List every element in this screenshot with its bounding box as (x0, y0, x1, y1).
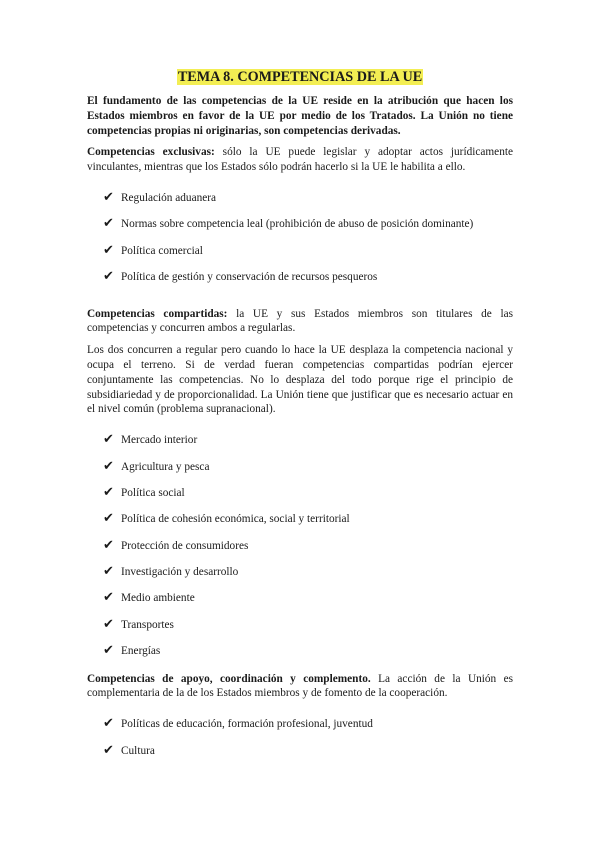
compartidas-explanation: Los dos concurren a regular pero cuando lo hace la UE desplaza la competencia nacional y ocupa el terreno. Si de verdad fueran competencias compartidas podrían ejercer conjuntamente las competencias. No lo desplaza del todo porque rige el principio de subsidiariedad y de proporcionalidad. La Unión tiene que justificar que es necesario actuar en el nivel común (problema supranacional). (87, 344, 513, 416)
list-item-text: Energías (121, 645, 161, 658)
exclusivas-paragraph (87, 145, 513, 175)
list-item-text: Regulación aduanera (121, 191, 217, 204)
intro-paragraph: El fundamento de las competencias de la UE reside en la atribución que hacen los Estados miembros en favor de la UE por medio de los Tratados. La Unión no tiene competencias propias ni originarias, son competencias derivadas. (87, 95, 513, 137)
check-icon: ✔ (103, 643, 114, 659)
list-item (103, 486, 513, 512)
list-item (103, 217, 513, 243)
list-item (103, 512, 513, 538)
list-item (103, 565, 513, 591)
apoyo-paragraph (87, 672, 513, 702)
list-item (103, 191, 513, 217)
list-item (103, 433, 513, 459)
list-item-text: Mercado interior (121, 434, 198, 447)
list-item-text: Política de cohesión económica, social y territorial (121, 513, 350, 526)
list-item (103, 591, 513, 617)
list-item-text: Política de gestión y conservación de recursos pesqueros (121, 271, 378, 284)
compartidas-label: Competencias compartidas: (87, 307, 228, 320)
list-item-text: Normas sobre competencia leal (prohibición de abuso de posición dominante) (121, 218, 474, 231)
check-icon: ✔ (103, 484, 114, 500)
exclusivas-text: sólo la UE puede legislar y adoptar actos jurídicamente vinculantes, mientras que los Estados sólo podrán hacerlo si la UE le habilita a ello. (87, 146, 513, 174)
page-title (87, 68, 513, 86)
check-icon: ✔ (103, 216, 114, 232)
check-icon: ✔ (103, 716, 114, 732)
list-item (103, 539, 513, 565)
compartidas-text: la UE y sus Estados miembros son titulares de las competencias y concurren ambos a regularlas. (87, 307, 513, 335)
list-item-text: Cultura (121, 744, 155, 757)
compartidas-paragraph (87, 307, 513, 337)
list-item-text: Investigación y desarrollo (121, 566, 239, 579)
check-icon: ✔ (103, 189, 114, 205)
title-text: TEMA 8. COMPETENCIAS DE LA UE (177, 69, 423, 85)
list-item (103, 644, 513, 670)
list-item-text: Transportes (121, 618, 174, 631)
list-item-text: Políticas de educación, formación profesional, juventud (121, 718, 373, 731)
list-item (103, 744, 513, 770)
list-item (103, 244, 513, 270)
check-icon: ✔ (103, 742, 114, 758)
list-item (103, 618, 513, 644)
spacer (87, 297, 513, 307)
check-icon: ✔ (103, 432, 114, 448)
apoyo-text: La acción de la Unión es complementaria de la de los Estados miembros y de fomento de la cooperación. (87, 672, 514, 700)
list-item-text: Agricultura y pesca (121, 460, 210, 473)
check-icon: ✔ (103, 242, 114, 258)
check-icon: ✔ (103, 537, 114, 553)
check-icon: ✔ (103, 564, 114, 580)
list-item (103, 717, 513, 743)
apoyo-label: Competencias de apoyo, coordinación y complemento. (87, 672, 371, 685)
list-item (103, 270, 513, 296)
apoyo-list (87, 717, 513, 770)
compartidas-list (87, 433, 513, 671)
list-item-text: Medio ambiente (121, 592, 195, 605)
check-icon: ✔ (103, 269, 114, 285)
list-item-text: Política comercial (121, 244, 203, 257)
exclusivas-list (87, 191, 513, 297)
list-item (103, 460, 513, 486)
exclusivas-label: Competencias exclusivas: (87, 146, 215, 159)
check-icon: ✔ (103, 458, 114, 474)
check-icon: ✔ (103, 511, 114, 527)
list-item-text: Protección de consumidores (121, 539, 249, 552)
check-icon: ✔ (103, 590, 114, 606)
check-icon: ✔ (103, 616, 114, 632)
list-item-text: Política social (121, 486, 185, 499)
